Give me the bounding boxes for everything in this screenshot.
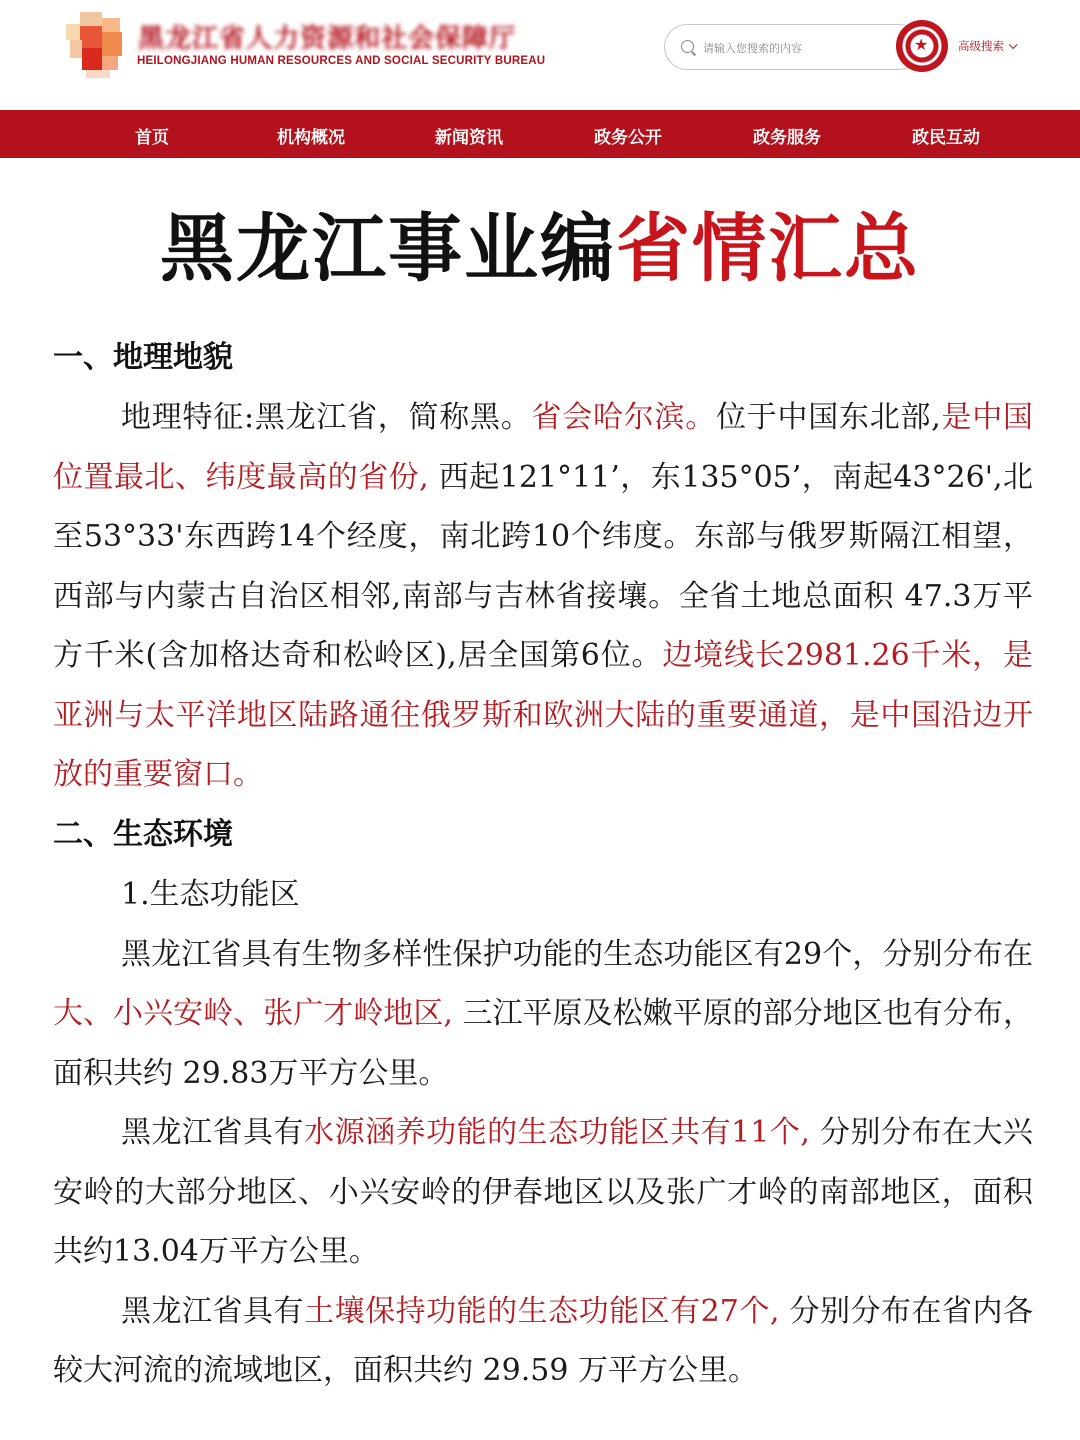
search-box[interactable] xyxy=(664,24,922,70)
highlight-text: 土壤保持功能的生态功能区有27个, xyxy=(304,1293,780,1329)
logo-icon[interactable] xyxy=(66,12,132,78)
advanced-search-link[interactable] xyxy=(958,38,1014,54)
subsection-heading: 1.生态功能区 xyxy=(121,876,300,912)
text-run: 分别分布在大兴安岭的大部分地区、小兴安岭的伊春地区以及张广才岭的南部地区，面积共约13.04万平方公里。 xyxy=(53,1115,1033,1269)
paragraph-biodiversity xyxy=(53,925,1033,1104)
highlight-text: 省会哈尔滨。 xyxy=(531,400,717,435)
nav-item-news[interactable]: 新闻资讯 xyxy=(435,128,503,148)
advanced-search-label: 高级搜索 xyxy=(958,39,1004,53)
text-run: 西起121°11’，东135°05’，南起43°26',北至53°33'东西跨14个经度，南北跨10个纬度。东部与俄罗斯隔江相望，西部与内蒙古自治区相邻,南部与吉林省接壤。全省土地总面积 47.3万平方千米(含加格达奇和松岭区),居全国第6位。 xyxy=(53,459,1033,673)
page-title xyxy=(0,190,1080,296)
text-run: 黑龙江省具有 xyxy=(121,1293,305,1329)
text-run: 黑龙江省具有生物多样性保护功能的生态功能区有29个，分别分布在 xyxy=(121,936,1033,972)
paragraph-water-conservation xyxy=(53,1103,1033,1282)
nav-item-home[interactable]: 首页 xyxy=(135,128,169,148)
article-body xyxy=(53,328,1033,1401)
text-run: 分别分布在省内各较大河流的流域地区，面积共约 29.59 万平方公里。 xyxy=(53,1293,1034,1388)
highlight-text: 边境线长2981.26千米，是亚洲与太平洋地区陆路通往俄罗斯和欧洲大陆的重要通道，是中国沿边开放的重要窗口。 xyxy=(53,638,1033,792)
text-run: 地理特征:黑龙江省，简称黑。 xyxy=(121,400,532,435)
section-heading-geography: 一、地理地貌 xyxy=(53,340,233,375)
star-icon: ★ xyxy=(914,35,929,54)
search-icon[interactable] xyxy=(681,40,694,53)
page-title-red: 省情汇总 xyxy=(616,206,920,292)
highlight-text: 是中国位置最北、纬度最高的省份, xyxy=(53,400,1034,495)
emblem-icon xyxy=(896,20,948,72)
text-run: 位于中国东北部, xyxy=(716,400,941,435)
paragraph-soil-conservation xyxy=(53,1282,1033,1401)
main-nav xyxy=(0,110,1080,158)
paragraph-geography xyxy=(53,388,1033,805)
nav-item-gov-services[interactable]: 政务服务 xyxy=(753,128,821,148)
page-title-black: 黑龙江事业编 xyxy=(160,206,616,292)
text-run: 黑龙江省具有 xyxy=(121,1115,305,1150)
site-name: 黑龙江省人力资源和社会保障厅 xyxy=(138,24,517,52)
site-name-english: HEILONGJIANG HUMAN RESOURCES AND SOCIAL SECURITY BUREAU xyxy=(137,55,546,67)
nav-item-organization[interactable]: 机构概况 xyxy=(277,128,345,148)
nav-item-gov-affairs[interactable]: 政务公开 xyxy=(594,128,662,148)
nav-item-interaction[interactable]: 政民互动 xyxy=(912,128,980,148)
highlight-text: 水源涵养功能的生态功能区共有11个, xyxy=(304,1115,810,1150)
text-run: 三江平原及松嫩平原的部分地区也有分布，面积共约 29.83万平方公里。 xyxy=(53,996,1033,1091)
site-header xyxy=(0,0,1080,110)
search-input[interactable] xyxy=(703,38,893,58)
chevron-down-icon xyxy=(1009,41,1017,49)
highlight-text: 大、小兴安岭、张广才岭地区, xyxy=(53,996,453,1031)
section-heading-ecology: 二、生态环境 xyxy=(53,816,233,852)
